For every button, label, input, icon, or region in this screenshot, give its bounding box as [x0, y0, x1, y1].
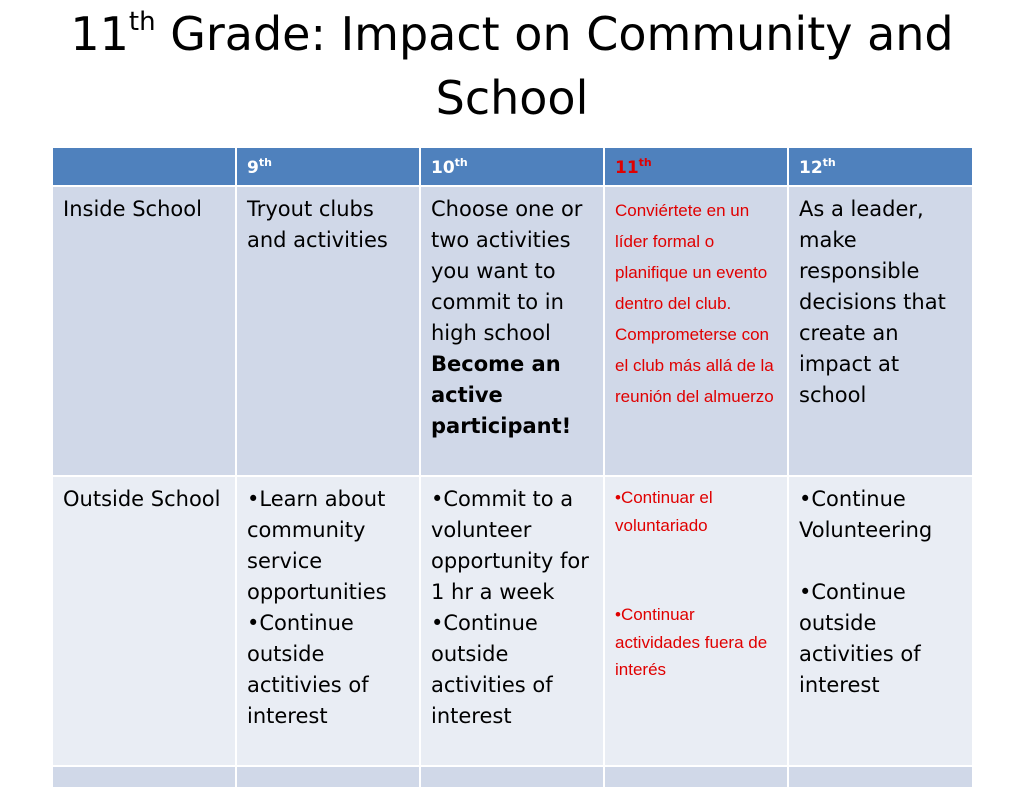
- header-10-sup: th: [454, 156, 468, 169]
- title-grade: 11: [70, 7, 129, 61]
- page-title: [0, 2, 1024, 130]
- cell-inside-10th-bold: Become an active participant!: [431, 352, 572, 438]
- spacer: [615, 539, 779, 601]
- bullet-9th-b: •Continue outside actitivies of interest: [247, 611, 369, 728]
- cell-inside-11th-text: Conviértete en un líder formal o planifique un evento dentro del club. Comprometerse con el club más allá de la reunión del almuerzo: [615, 201, 774, 406]
- header-cell-12th: [788, 147, 973, 186]
- grade-impact-table: [51, 146, 974, 789]
- cell-outside-12th: [788, 476, 973, 766]
- table-row-inside-school: [52, 186, 973, 476]
- bullet-10th-a: •Commit to a volunteer opportunity for 1 hr a week: [431, 487, 589, 604]
- cell-outside-10th: [420, 476, 604, 766]
- bullet-12th-b: •Continue outside activities of interest: [799, 580, 921, 697]
- title-superscript: th: [128, 7, 156, 37]
- cell-outside-11th: [604, 476, 788, 766]
- header-cell-11th: [604, 147, 788, 186]
- bullet-12th-a: •Continue Volunteering: [799, 487, 933, 542]
- bullet-10th-b: •Continue outside activities of interest: [431, 611, 553, 728]
- cutoff-cell: [236, 766, 420, 788]
- title-text: Grade: Impact on Community and School: [155, 7, 954, 125]
- header-12-sup: th: [822, 156, 836, 169]
- row-label-outside-school: Outside School: [52, 476, 236, 766]
- header-cell-empty: [52, 147, 236, 186]
- bullet-9th-a: •Learn about community service opportunities: [247, 487, 387, 604]
- header-cell-9th: [236, 147, 420, 186]
- cutoff-cell: [420, 766, 604, 788]
- cell-inside-12th: As a leader, make responsible decisions that create an impact at school: [788, 186, 973, 476]
- bullet-11th-b: •Continuar actividades fuera de interés: [615, 605, 768, 679]
- header-row: [52, 147, 973, 186]
- row-label-inside-school: Inside School: [52, 186, 236, 476]
- cell-inside-9th: Tryout clubs and activities: [236, 186, 420, 476]
- header-11-sup: th: [638, 156, 652, 169]
- header-9-sup: th: [258, 156, 272, 169]
- header-9-num: 9: [247, 158, 259, 178]
- cutoff-cell: [52, 766, 236, 788]
- cell-inside-10th: [420, 186, 604, 476]
- table-row-outside-school: [52, 476, 973, 766]
- header-10-num: 10: [431, 158, 455, 178]
- header-cell-10th: [420, 147, 604, 186]
- cell-outside-9th: [236, 476, 420, 766]
- table-row-cutoff: [52, 766, 973, 788]
- cutoff-cell: [604, 766, 788, 788]
- cell-inside-11th: [604, 186, 788, 476]
- header-12-num: 12: [799, 158, 823, 178]
- cutoff-cell: [788, 766, 973, 788]
- cell-inside-10th-text: Choose one or two activities you want to commit to in high school: [431, 197, 583, 345]
- bullet-11th-a: •Continuar el voluntariado: [615, 488, 713, 535]
- spacer: [799, 546, 964, 577]
- header-11-num: 11: [615, 158, 639, 178]
